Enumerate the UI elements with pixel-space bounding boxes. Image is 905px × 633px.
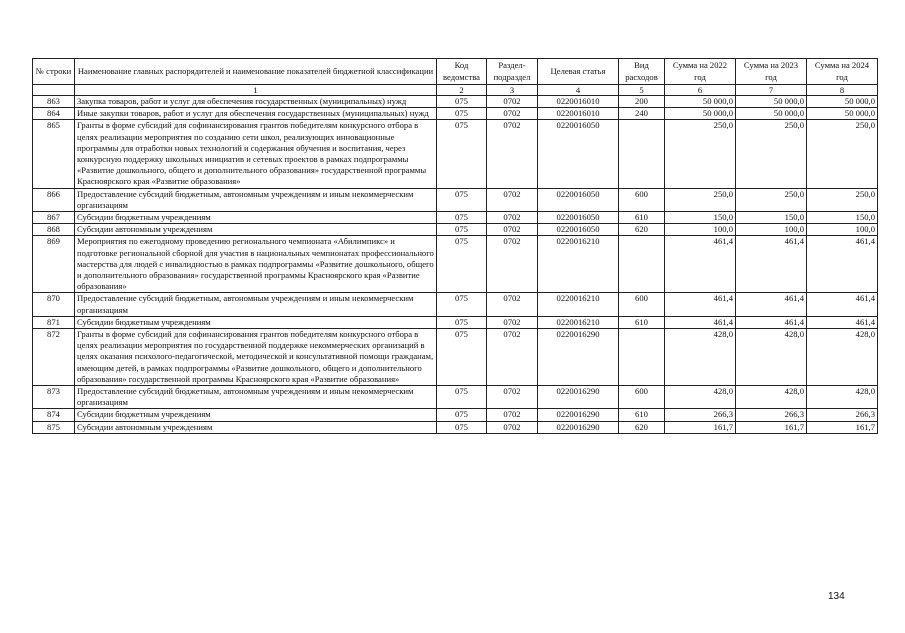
row-name-cell: Субсидии автономным учреждениям	[75, 421, 437, 433]
column-number: 6	[665, 85, 736, 96]
expense-type-cell	[619, 236, 665, 293]
target-article-cell: 0220016050	[538, 212, 619, 224]
row-name-cell: Иные закупки товаров, работ и услуг для обеспечения государственных (муниципальных) нужд	[75, 108, 437, 120]
sum-2024-cell: 250,0	[807, 120, 878, 188]
section-cell: 0702	[487, 329, 538, 386]
table-row	[33, 108, 878, 120]
sum-2024-cell: 250,0	[807, 188, 878, 211]
target-article-cell: 0220016210	[538, 293, 619, 316]
header-dept-code: Код ведомства	[437, 59, 487, 85]
target-article-cell: 0220016290	[538, 329, 619, 386]
sum-2022-cell: 461,4	[665, 316, 736, 328]
sum-2023-cell: 428,0	[736, 329, 807, 386]
table-row	[33, 96, 878, 108]
header-sum-2024: Сумма на 2024 год	[807, 59, 878, 85]
header-expense-type: Вид расходов	[619, 59, 665, 85]
expense-type-cell: 240	[619, 108, 665, 120]
section-cell: 0702	[487, 188, 538, 211]
sum-2023-cell: 150,0	[736, 212, 807, 224]
dept-code-cell: 075	[437, 224, 487, 236]
dept-code-cell: 075	[437, 293, 487, 316]
sum-2023-cell: 266,3	[736, 409, 807, 421]
sum-2022-cell: 461,4	[665, 293, 736, 316]
header-row-no: № строки	[33, 59, 75, 85]
row-name-cell: Субсидии бюджетным учреждениям	[75, 409, 437, 421]
row-number-cell: 873	[33, 386, 75, 409]
target-article-cell: 0220016050	[538, 120, 619, 188]
header-row	[33, 59, 878, 85]
target-article-cell: 0220016290	[538, 421, 619, 433]
sum-2022-cell: 428,0	[665, 329, 736, 386]
dept-code-cell: 075	[437, 316, 487, 328]
row-name-cell: Закупка товаров, работ и услуг для обеспечения государственных (муниципальных) нужд	[75, 96, 437, 108]
target-article-cell: 0220016010	[538, 108, 619, 120]
dept-code-cell: 075	[437, 421, 487, 433]
target-article-cell: 0220016290	[538, 386, 619, 409]
section-cell: 0702	[487, 212, 538, 224]
sum-2024-cell: 266,3	[807, 409, 878, 421]
row-name-cell: Гранты в форме субсидий для софинансирования грантов победителям конкурсного отбора в целях реализации мероприятия по государственной поддержке некоммерческих организаций в целях оказания психолого-педагогической, методической и консультативной помощи гражданам, имеющим детей, в рамках подпрограммы «Развитие дошкольного, общего и дополнительного образования» государственной программы Красноярского края «Развитие образования»	[75, 329, 437, 386]
sum-2023-cell: 461,4	[736, 293, 807, 316]
dept-code-cell: 075	[437, 212, 487, 224]
dept-code-cell: 075	[437, 409, 487, 421]
target-article-cell: 0220016210	[538, 316, 619, 328]
table-row	[33, 188, 878, 211]
header-target: Целевая статья	[538, 59, 619, 85]
row-number-cell: 874	[33, 409, 75, 421]
row-number-cell: 871	[33, 316, 75, 328]
section-cell: 0702	[487, 108, 538, 120]
target-article-cell: 0220016050	[538, 224, 619, 236]
row-name-cell: Мероприятия по ежегодному проведению регионального чемпионата «Абилимпикс» и подготовке региональной сборной для участия в национальных чемпионатах профессионального мастерства для людей с инвалидностью в рамках подпрограммы «Развитие дошкольного, общего и дополнительного образования» государственной программы Красноярского края «Развитие образования»	[75, 236, 437, 293]
column-number: 1	[75, 85, 437, 96]
expense-type-cell	[619, 120, 665, 188]
row-number-cell: 863	[33, 96, 75, 108]
header-name: Наименование главных распорядителей и наименование показателей бюджетной классификации	[75, 59, 437, 85]
sum-2024-cell: 461,4	[807, 316, 878, 328]
row-name-cell: Субсидии бюджетным учреждениям	[75, 212, 437, 224]
sum-2022-cell: 266,3	[665, 409, 736, 421]
section-cell: 0702	[487, 236, 538, 293]
sum-2024-cell: 428,0	[807, 329, 878, 386]
row-number-cell: 867	[33, 212, 75, 224]
sum-2023-cell: 161,7	[736, 421, 807, 433]
sum-2024-cell: 50 000,0	[807, 96, 878, 108]
column-number: 2	[437, 85, 487, 96]
section-cell: 0702	[487, 409, 538, 421]
row-number-cell: 870	[33, 293, 75, 316]
expense-type-cell: 620	[619, 421, 665, 433]
table-row	[33, 409, 878, 421]
sum-2023-cell: 461,4	[736, 316, 807, 328]
sum-2024-cell: 50 000,0	[807, 108, 878, 120]
section-cell: 0702	[487, 421, 538, 433]
column-number: 5	[619, 85, 665, 96]
column-number: 3	[487, 85, 538, 96]
dept-code-cell: 075	[437, 329, 487, 386]
column-number: 4	[538, 85, 619, 96]
expense-type-cell: 200	[619, 96, 665, 108]
expense-type-cell: 610	[619, 409, 665, 421]
expense-type-cell: 620	[619, 224, 665, 236]
sum-2022-cell: 150,0	[665, 212, 736, 224]
table-row	[33, 386, 878, 409]
column-number-row	[33, 85, 878, 96]
row-number-cell: 865	[33, 120, 75, 188]
table-row	[33, 212, 878, 224]
dept-code-cell: 075	[437, 120, 487, 188]
dept-code-cell: 075	[437, 236, 487, 293]
sum-2022-cell: 100,0	[665, 224, 736, 236]
sum-2022-cell: 50 000,0	[665, 96, 736, 108]
sum-2024-cell: 150,0	[807, 212, 878, 224]
header-sum-2022: Сумма на 2022 год	[665, 59, 736, 85]
section-cell: 0702	[487, 96, 538, 108]
sum-2023-cell: 250,0	[736, 188, 807, 211]
sum-2024-cell: 161,7	[807, 421, 878, 433]
row-number-cell: 868	[33, 224, 75, 236]
section-cell: 0702	[487, 120, 538, 188]
page-number: 134	[828, 591, 845, 602]
section-cell: 0702	[487, 316, 538, 328]
column-number: 7	[736, 85, 807, 96]
row-number-cell: 875	[33, 421, 75, 433]
section-cell: 0702	[487, 224, 538, 236]
table-row	[33, 316, 878, 328]
row-number-cell: 866	[33, 188, 75, 211]
sum-2023-cell: 461,4	[736, 236, 807, 293]
sum-2024-cell: 461,4	[807, 236, 878, 293]
column-number	[33, 85, 75, 96]
sum-2024-cell: 428,0	[807, 386, 878, 409]
section-cell: 0702	[487, 293, 538, 316]
sum-2022-cell: 428,0	[665, 386, 736, 409]
sum-2022-cell: 461,4	[665, 236, 736, 293]
dept-code-cell: 075	[437, 188, 487, 211]
sum-2022-cell: 161,7	[665, 421, 736, 433]
target-article-cell: 0220016050	[538, 188, 619, 211]
row-name-cell: Предоставление субсидий бюджетным, автономным учреждениям и иным некоммерческим организациям	[75, 188, 437, 211]
table-row	[33, 224, 878, 236]
dept-code-cell: 075	[437, 96, 487, 108]
sum-2023-cell: 50 000,0	[736, 96, 807, 108]
sum-2022-cell: 250,0	[665, 120, 736, 188]
sum-2023-cell: 100,0	[736, 224, 807, 236]
target-article-cell: 0220016210	[538, 236, 619, 293]
row-name-cell: Предоставление субсидий бюджетным, автономным учреждениям и иным некоммерческим организациям	[75, 386, 437, 409]
expense-type-cell	[619, 329, 665, 386]
sum-2022-cell: 50 000,0	[665, 108, 736, 120]
expense-type-cell: 610	[619, 316, 665, 328]
dept-code-cell: 075	[437, 108, 487, 120]
target-article-cell: 0220016010	[538, 96, 619, 108]
row-name-cell: Субсидии бюджетным учреждениям	[75, 316, 437, 328]
header-section: Раздел-подраздел	[487, 59, 538, 85]
sum-2023-cell: 250,0	[736, 120, 807, 188]
section-cell: 0702	[487, 386, 538, 409]
header-sum-2023: Сумма на 2023 год	[736, 59, 807, 85]
expense-type-cell: 600	[619, 386, 665, 409]
sum-2024-cell: 461,4	[807, 293, 878, 316]
table-row	[33, 293, 878, 316]
table-row	[33, 329, 878, 386]
sum-2023-cell: 428,0	[736, 386, 807, 409]
row-number-cell: 872	[33, 329, 75, 386]
sum-2022-cell: 250,0	[665, 188, 736, 211]
expense-type-cell: 600	[619, 188, 665, 211]
sum-2023-cell: 50 000,0	[736, 108, 807, 120]
column-number: 8	[807, 85, 878, 96]
budget-table	[32, 58, 878, 434]
table-row	[33, 421, 878, 433]
expense-type-cell: 600	[619, 293, 665, 316]
row-name-cell: Предоставление субсидий бюджетным, автономным учреждениям и иным некоммерческим организациям	[75, 293, 437, 316]
table-row	[33, 236, 878, 293]
target-article-cell: 0220016290	[538, 409, 619, 421]
sum-2024-cell: 100,0	[807, 224, 878, 236]
table-body	[33, 96, 878, 434]
table-row	[33, 120, 878, 188]
row-name-cell: Субсидии автономным учреждениям	[75, 224, 437, 236]
row-number-cell: 864	[33, 108, 75, 120]
row-name-cell: Гранты в форме субсидий для софинансирования грантов победителям конкурсного отбора в целях реализации мероприятия по созданию сети школ, реализующих инновационные программы для отработки новых технологий и содержания обучения и воспитания, через конкурсную поддержку школьных инициатив и сетевых проектов в рамках подпрограммы «Развитие дошкольного, общего и дополнительного образования» государственной программы Красноярского края «Развитие образования»	[75, 120, 437, 188]
row-number-cell: 869	[33, 236, 75, 293]
dept-code-cell: 075	[437, 386, 487, 409]
expense-type-cell: 610	[619, 212, 665, 224]
